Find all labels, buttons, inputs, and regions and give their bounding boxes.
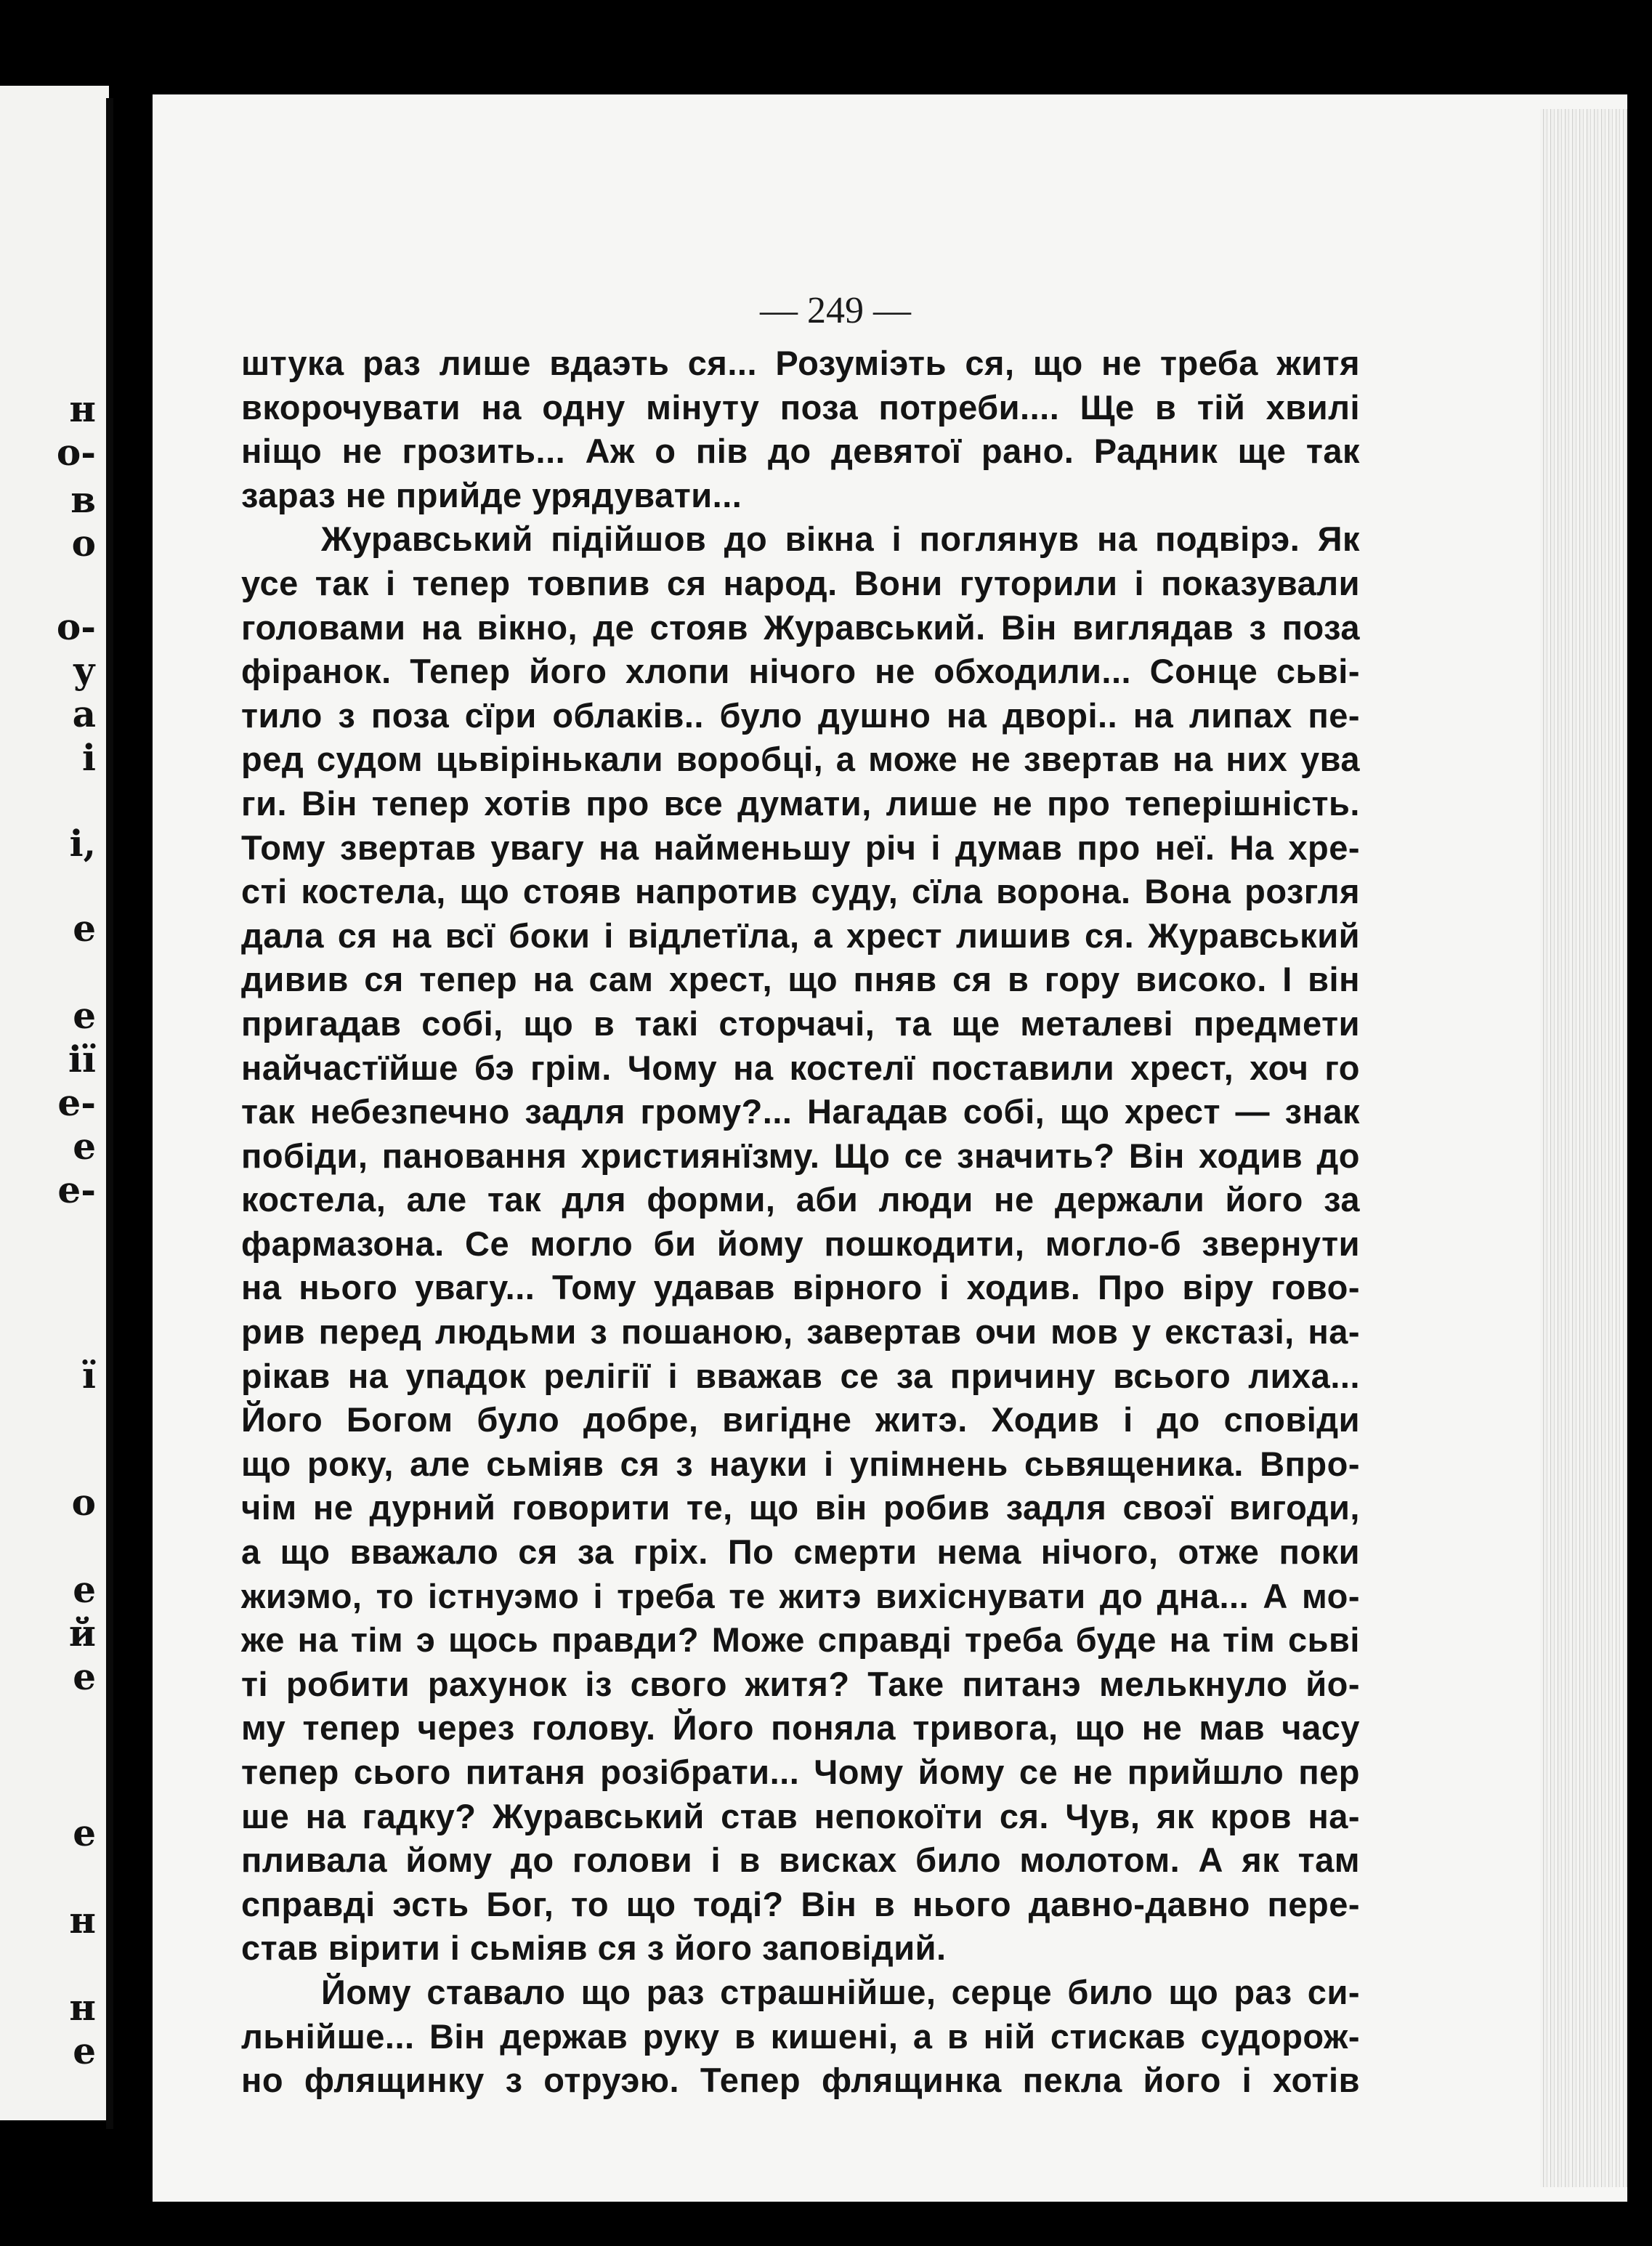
left-fragment: і, <box>69 822 96 865</box>
text-line: му тепер через голову. Його поняла тривога, що не мав часу <box>241 1708 1360 1748</box>
left-fragment: н <box>69 1899 96 1942</box>
text-line: найчастїйше бэ грім. Чому на костелї поставили хрест, хоч го <box>241 1048 1360 1087</box>
left-fragment: о <box>71 1481 96 1524</box>
text-line: на нього увагу... Тому удавав вірного і ходив. Про віру гово- <box>241 1268 1360 1307</box>
text-line: ги. Він тепер хотів про все думати, лише не про теперішність. <box>241 783 1360 823</box>
text-line: усе так і тепер товпив ся народ. Вони гуторили і показували <box>241 563 1360 602</box>
text-line: рікав на упадок релігії і вважав се за причину всього лиха... <box>241 1356 1360 1395</box>
left-fragment: ії <box>68 1038 96 1080</box>
left-fragment: е <box>73 1568 96 1611</box>
text-line: пливала йому до голови і в висках било молотом. А як там <box>241 1841 1360 1880</box>
text-line: льнійше... Він держав руку в кишені, а в ній стискав судорож- <box>241 2016 1360 2056</box>
left-fragment: у <box>72 649 96 692</box>
text-line: тепер сього питаня розібрати... Чому йому се не прийшло пер <box>241 1753 1360 1791</box>
text-line: вкорочувати на одну мінуту поза потреби.... Ще в тій хвилі <box>241 387 1360 427</box>
left-fragment: е <box>73 907 96 950</box>
text-line: сті костела, що стояв напротив суду, сїла ворона. Вона розгля <box>241 872 1360 911</box>
left-fragment: н <box>69 387 96 430</box>
text-line: Йому ставало що раз страшнійше, серце било що раз си- <box>321 1972 1360 2011</box>
text-line: пригадав собі, що в такі сторчачі, та ще металеві предмети <box>241 1003 1360 1043</box>
text-line: костела, але так для форми, аби люди не держали його за <box>241 1180 1360 1219</box>
text-line: Його Богом було добре, вигідне житэ. Ходив і до сповіди <box>241 1400 1360 1439</box>
text-line: же на тім э щось правди? Може справді треба буде на тім сьві <box>241 1620 1360 1660</box>
text-line: а що вважало ся за гріх. По смерти нема нічого, отже поки <box>241 1532 1360 1572</box>
binding-gutter <box>106 98 113 2129</box>
left-fragment: і <box>82 736 96 779</box>
left-fragment: о <box>71 522 96 565</box>
text-line: штука раз лише вдаэть ся... Розуміэть ся, що не треба житя <box>241 344 1360 382</box>
left-fragment: е <box>73 994 96 1037</box>
left-fragment: е <box>73 1125 96 1168</box>
text-line: жиэмо, то істнуэмо і треба те житэ вихіснувати до дна... А мо- <box>241 1576 1360 1615</box>
text-line: фармазона. Се могло би йому пошкодити, могло-б звернути <box>241 1224 1360 1263</box>
body-text <box>241 342 1360 2103</box>
text-line: Журавський підійшов до вікна і поглянув на подвірэ. Як <box>321 520 1360 559</box>
text-line: Тому звертав увагу на найменьшу річ і думав про неї. На хре- <box>241 828 1360 867</box>
text-line: ніщо не грозить... Аж о пів до девятої рано. Радник ще так <box>241 432 1360 471</box>
text-line: тило з поза сїри облаків.. було душно на дворі.. на липах пе- <box>241 695 1360 735</box>
text-line: побіди, пановання християнїзму. Що се значить? Він ходив до <box>241 1136 1360 1175</box>
text-line: справді эсть Бог, то що тоді? Він в нього давно-давно пере- <box>241 1884 1360 1923</box>
left-fragment: е <box>73 1811 96 1854</box>
left-fragment: ї <box>82 1354 96 1397</box>
left-fragment: о- <box>56 431 96 474</box>
text-line: зараз не прийде урядувати... <box>241 475 742 514</box>
text-line: фіранок. Тепер його хлопи нічого не обходили... Сонце сьві- <box>241 652 1360 691</box>
left-fragment: о- <box>56 605 96 648</box>
previous-page-edge <box>0 86 109 2120</box>
text-line: що року, але сьміяв ся з науки і упімнень сьвященика. Впро- <box>241 1444 1360 1483</box>
text-line: ред судом цьвірінькали воробці, а може не звертав на них ува <box>241 740 1360 779</box>
left-fragment: е- <box>57 1081 96 1124</box>
text-line: рив перед людьми з пошаною, завертав очи мов у екстазі, на- <box>241 1312 1360 1352</box>
text-line: ті робити рахунок із свого житя? Таке питанэ мелькнуло йо- <box>241 1664 1360 1703</box>
text-line: так небезпечно задля грому?... Нагадав собі, що хрест — знак <box>241 1092 1360 1131</box>
text-line: но флящинку з отруэю. Тепер флящинка пекла його і хотів <box>241 2061 1360 2100</box>
left-fragment: й <box>68 1612 96 1655</box>
left-fragment: е- <box>57 1168 96 1211</box>
text-line: дала ся на всї боки і відлетїла, а хрест лишив ся. Журавський <box>241 916 1360 955</box>
left-fragment: е <box>73 1655 96 1698</box>
text-line: головами на вікно, де стояв Журавський. Він виглядав з поза <box>241 607 1360 647</box>
page-number: — 249 — <box>760 290 911 331</box>
left-fragment: е <box>73 2029 96 2072</box>
text-line: чім не дурний говорити те, що він робив задля своэї вигоди, <box>241 1488 1360 1527</box>
stacked-page-edges <box>1540 109 1627 2187</box>
text-line: ше на гадку? Журавський став непокоїти ся. Чув, як кров на- <box>241 1796 1360 1835</box>
text-line: дивив ся тепер на сам хрест, що пняв ся в гору високо. І він <box>241 960 1360 999</box>
text-line: став вірити і сьміяв ся з його заповідий. <box>241 1928 947 1968</box>
left-fragment: а <box>72 692 96 735</box>
left-fragment: н <box>69 1986 96 2029</box>
left-fragment: в <box>70 478 96 521</box>
